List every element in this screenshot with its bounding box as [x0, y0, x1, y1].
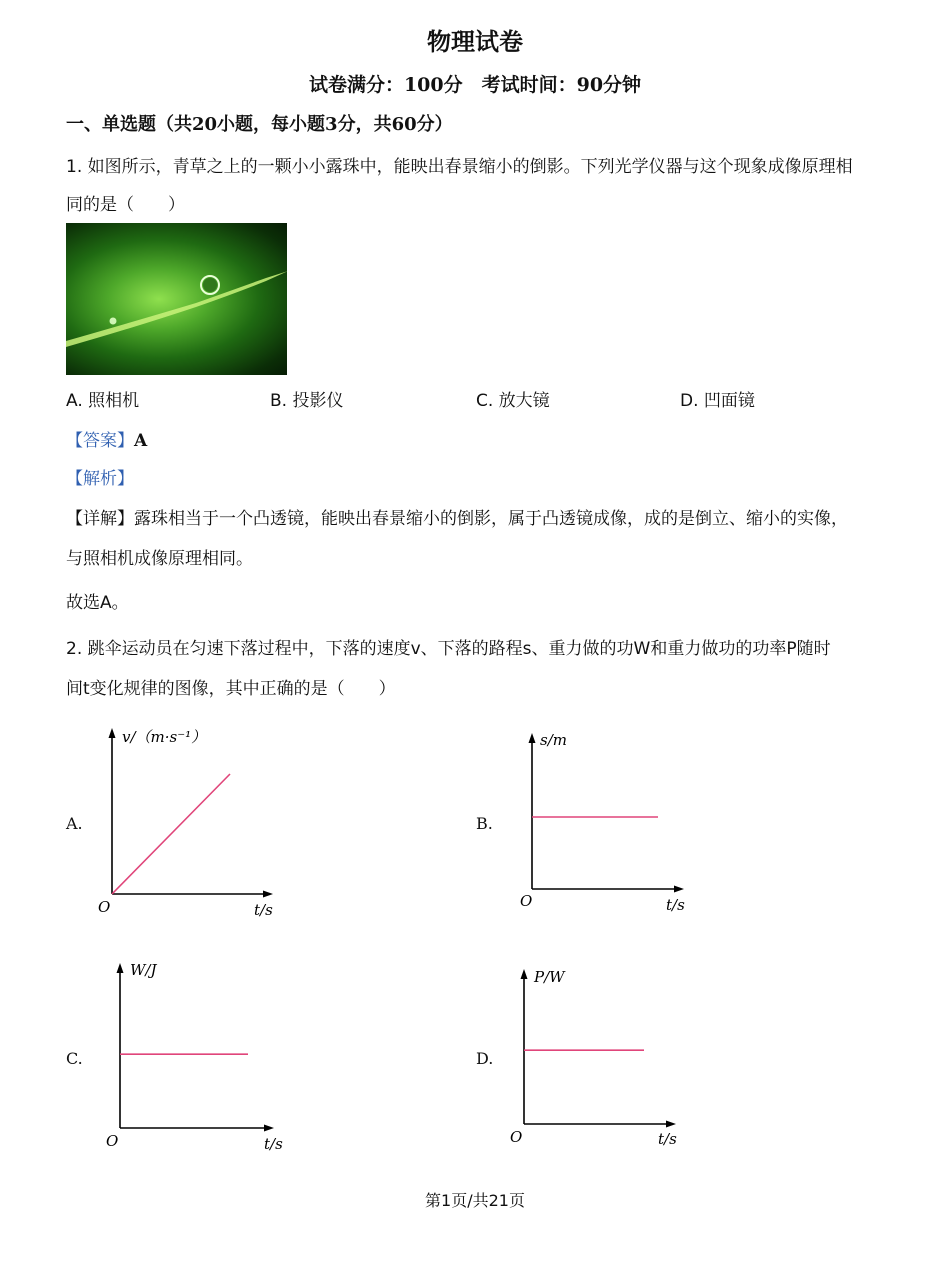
- answer-value: A: [134, 431, 148, 451]
- chart-c-y-label: W/J: [130, 961, 157, 979]
- chart-c-x-label: t/s: [264, 1135, 283, 1153]
- chart-a: [90, 720, 300, 925]
- option-b: B. 投影仪: [270, 391, 344, 411]
- chart-a-y-label: v/（m·s⁻¹）: [122, 728, 207, 746]
- chart-d-x-arrow: [666, 1121, 676, 1128]
- chart-a-x-arrow: [263, 891, 273, 898]
- chart-c-x-arrow: [264, 1125, 274, 1132]
- q2-stem-line2: 间t变化规律的图像，其中正确的是（ ）: [66, 679, 396, 699]
- dewdrop-photo: [66, 223, 287, 375]
- option-d: D. 凹面镜: [680, 391, 755, 411]
- answer-line: [66, 426, 147, 451]
- chart-d: [502, 960, 702, 1155]
- chart-c-label: C.: [66, 1049, 83, 1068]
- analysis-tag: 【解析】: [66, 469, 134, 489]
- detail-line2: 与照相机成像原理相同。: [66, 549, 253, 569]
- chart-d-x-label: t/s: [658, 1130, 677, 1148]
- chart-c-y-arrow: [117, 963, 124, 973]
- q1-stem-line2: 同的是（ ）: [66, 195, 185, 215]
- answer-tag: 【答案】: [66, 431, 134, 451]
- chart-b-y-arrow: [529, 733, 536, 743]
- chart-a-y-arrow: [109, 728, 116, 738]
- conclusion: 故选A。: [66, 593, 129, 613]
- chart-d-label: D.: [476, 1049, 494, 1068]
- page-title: 物理试卷: [427, 27, 523, 56]
- section-heading: 一、单选题（共20小题，每小题3分，共60分）: [66, 114, 453, 135]
- chart-b-y-label: s/m: [540, 731, 567, 749]
- page-footer: 第1页/共21页: [425, 1191, 525, 1210]
- option-a: A. 照相机: [66, 391, 140, 411]
- detail-line1: 【详解】露珠相当于一个凸透镜，能映出春景缩小的倒影，属于凸透镜成像，成的是倒立、缩小的实像，: [66, 509, 848, 529]
- chart-a-origin: O: [98, 898, 111, 916]
- chart-b-label: B.: [476, 814, 493, 833]
- chart-b-origin: O: [520, 892, 533, 910]
- chart-c-origin: O: [106, 1132, 119, 1150]
- q2-stem-line1: 2. 跳伞运动员在匀速下落过程中，下落的速度v、下落的路程s、重力做的功W和重力做功的功率P随时: [66, 639, 831, 659]
- exam-info: 试卷满分：100分 考试时间：90分钟: [308, 74, 642, 96]
- chart-d-origin: O: [510, 1128, 523, 1146]
- chart-b: [510, 726, 710, 916]
- chart-a-series-line: [112, 774, 230, 894]
- chart-b-x-label: t/s: [666, 896, 685, 914]
- option-c: C. 放大镜: [476, 391, 550, 411]
- chart-c: [98, 956, 298, 1156]
- chart-d-y-label: P/W: [534, 968, 565, 986]
- chart-b-x-arrow: [674, 886, 684, 893]
- chart-d-y-arrow: [521, 969, 528, 979]
- chart-a-label: A.: [66, 814, 83, 833]
- chart-a-x-label: t/s: [254, 901, 273, 919]
- q1-stem-line1: 1. 如图所示，青草之上的一颗小小露珠中，能映出春景缩小的倒影。下列光学仪器与这个现象成像原理相: [66, 157, 853, 177]
